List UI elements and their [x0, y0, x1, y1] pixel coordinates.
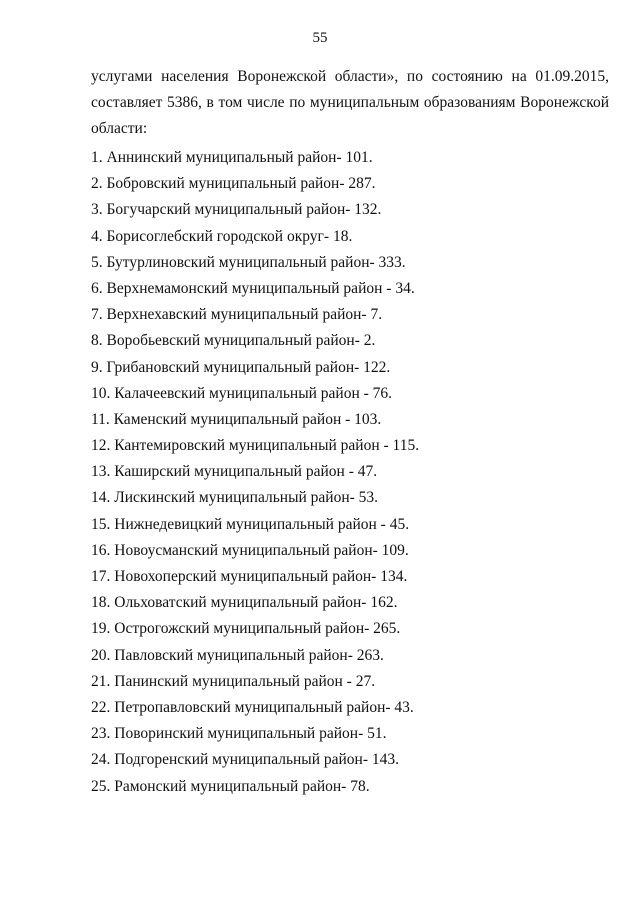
district-item: 13. Каширский муниципальный район - 47.	[91, 463, 378, 481]
district-item: 14. Лискинский муниципальный район- 53.	[91, 489, 379, 507]
district-item: 21. Панинский муниципальный район - 27.	[91, 672, 376, 690]
intro-line: области:	[91, 120, 148, 137]
district-item: 2. Бобровский муниципальный район- 287.	[91, 175, 376, 193]
district-item: 16. Новоусманский муниципальный район- 109.	[91, 541, 409, 559]
district-item: 17. Новохоперский муниципальный район- 134.	[91, 568, 408, 585]
district-item: 23. Поворинский муниципальный район- 51.	[91, 725, 387, 743]
district-item: 12. Кантемировский муниципальный район - 115.	[91, 437, 420, 455]
district-item: 3. Богучарский муниципальный район- 132.	[91, 201, 382, 219]
district-item: 15. Нижнедевицкий муниципальный район - 45.	[91, 515, 410, 533]
intro-paragraph	[91, 64, 609, 142]
district-item: 5. Бутурлиновский муниципальный район- 333.	[91, 253, 406, 271]
district-item: 10. Калачеевский муниципальный район - 76.	[91, 384, 393, 402]
district-item: 8. Воробьевский муниципальный район- 2.	[91, 332, 376, 350]
district-item: 20. Павловский муниципальный район- 263.	[91, 646, 384, 664]
district-item: 19. Острогожский муниципальный район- 265.	[91, 620, 401, 638]
intro-line: составляет 5386, в том числе по муниципальным образованиям Воронежской	[91, 94, 609, 111]
page-number: 55	[312, 30, 328, 46]
intro-line: услугами населения Воронежской области», по состоянию на 01.09.2015,	[91, 68, 609, 85]
district-item: 24. Подгоренский муниципальный район- 143.	[91, 751, 400, 769]
district-item: 18. Ольховатский муниципальный район- 162.	[91, 594, 398, 612]
district-item: 11. Каменский муниципальный район - 103.	[91, 410, 382, 428]
district-item: 6. Верхнемамонский муниципальный район - 34.	[91, 279, 415, 297]
district-item: 22. Петропавловский муниципальный район- 43.	[91, 698, 414, 716]
district-item: 4. Борисоглебский городской округ- 18.	[91, 227, 353, 245]
district-item: 1. Аннинский муниципальный район- 101.	[91, 149, 373, 166]
district-item: 25. Рамонский муниципальный район- 78.	[91, 777, 370, 795]
district-list	[91, 145, 611, 800]
district-item: 7. Верхнехавский муниципальный район- 7.	[91, 306, 383, 324]
district-item: 9. Грибановский муниципальный район- 122.	[91, 358, 391, 376]
